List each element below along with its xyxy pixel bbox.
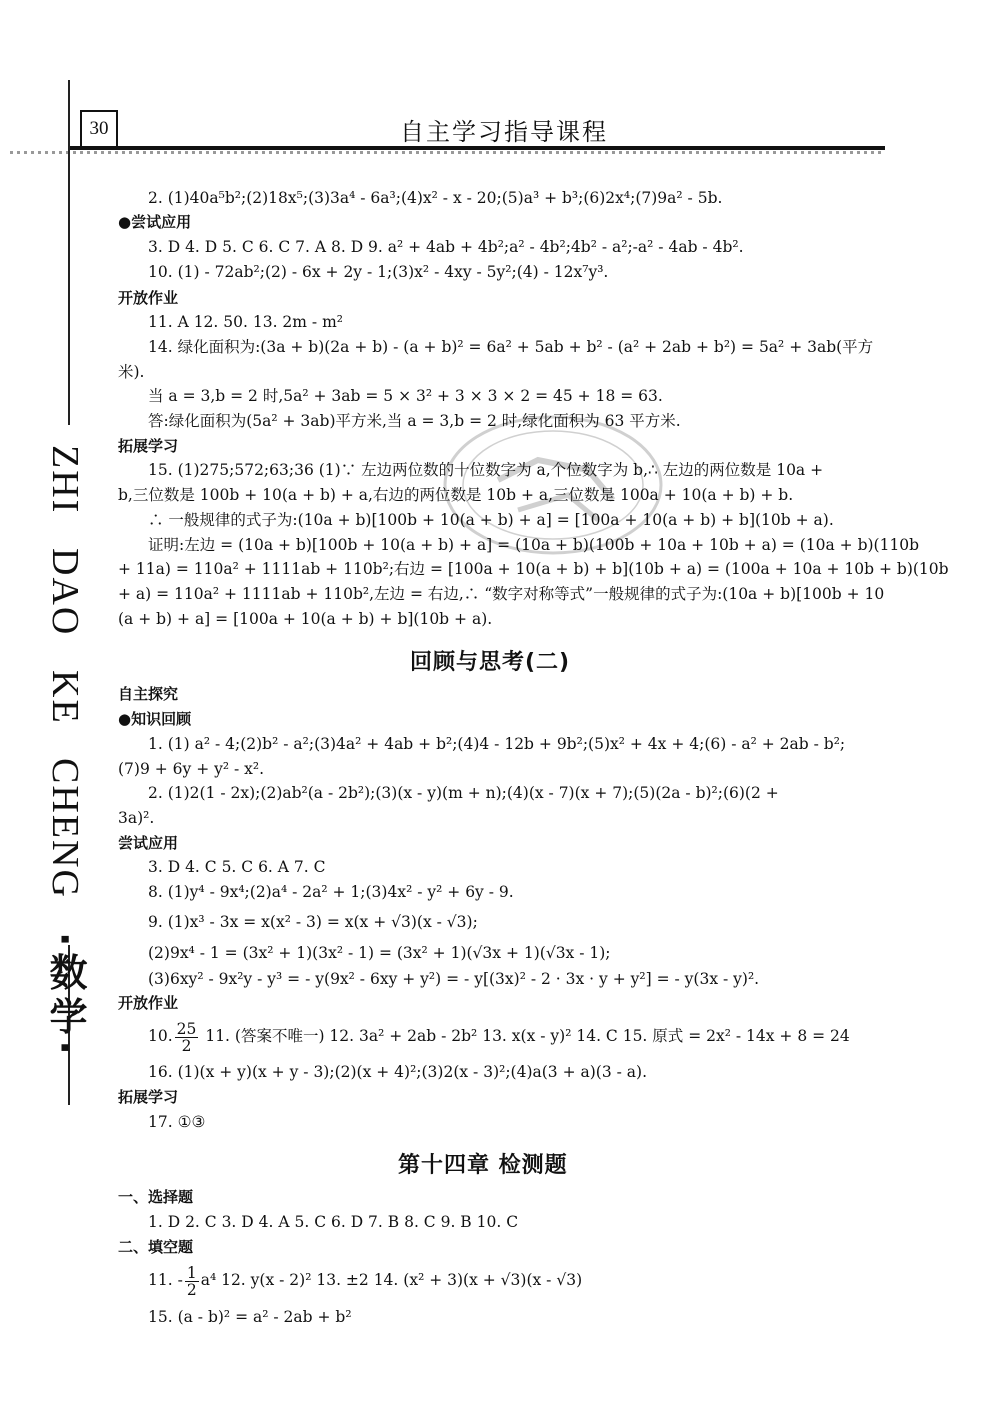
answer-line: 15. (a - b)² = a² - 2ab + b² [148, 1308, 352, 1326]
fraction [175, 1021, 199, 1054]
answer-line: (2)9x⁴ - 1 = (3x² + 1)(3x² - 1) = (3x² + 1)(√3x + 1)(√3x - 1); [148, 944, 611, 962]
answer-line: 米). [118, 363, 145, 381]
answer-text: a⁴ 12. y(x - 2)² 13. ±2 14. (x² + 3)(x + √3)(x - √3) [200, 1271, 583, 1289]
answer-line [148, 1018, 850, 1054]
answer-line: (3)6xy² - 9x²y - y³ = - y(9x² - 6xy + y²) = - y[(3x)² - 2 · 3x · y + y²] = - y(3x - y)². [148, 970, 760, 988]
answer-line [148, 1262, 582, 1298]
answer-line: 3. D 4. D 5. C 6. C 7. A 8. D 9. a² + 4ab + 4b²;a² - 4b²;4b² - a²;-a² - 4ab - 4b². [148, 238, 744, 256]
answer-line: 2. (1)40a⁵b²;(2)18x⁵;(3)3a⁴ - 6a³;(4)x² - x - 20;(5)a³ + b³;(6)2x⁴;(7)9a² - 5b. [148, 189, 723, 207]
answer-line: 当 a = 3,b = 2 时,5a² + 3ab = 5 × 3² + 3 × 3 × 2 = 45 + 18 = 63. [148, 387, 663, 405]
answer-line: 14. 绿化面积为:(3a + b)(2a + b) - (a + b)² = 6a² + 5ab + b² - (a² + 2ab + b²) = 5a² + 3ab(平方 [148, 338, 874, 356]
spine-word: CHENG [44, 757, 86, 899]
answer-number: 11. - [148, 1271, 183, 1289]
answer-line: 15. (1)275;572;63;36 (1)∵ 左边两位数的十位数字为 a,个位数字为 b,∴ 左边的两位数是 10a + [148, 461, 824, 479]
fraction [185, 1265, 199, 1298]
section-heading: 二、填空题 [118, 1238, 194, 1256]
fraction-denominator: 2 [186, 1280, 197, 1299]
section-heading: 开放作业 [118, 994, 179, 1012]
section-heading: 开放作业 [118, 289, 179, 307]
answer-line: 3a)². [118, 809, 155, 827]
chapter-title: 第十四章 检测题 [398, 1153, 568, 1178]
answer-line: 2. (1)2(1 - 2x);(2)ab²(a - 2b²);(3)(x - y)(m + n);(4)(x - 7)(x + 7);(5)(2a - b)²;(6)(2 + [148, 784, 779, 802]
section-heading: 自主探究 [118, 685, 179, 703]
answer-line: + a) = 110a² + 1111ab + 110b²,左边 = 右边,∴ “数字对称等式”一般规律的式子为:(10a + b)[100b + 10 [118, 585, 885, 603]
answer-line: (7)9 + 6y + y² - x². [118, 760, 265, 778]
answer-line: 3. D 4. C 5. C 6. A 7. C [148, 858, 326, 876]
answer-line: (a + b) + a] = [100a + 10(a + b) + b](10b + a). [118, 610, 493, 628]
section-heading: 一、选择题 [118, 1188, 194, 1206]
answer-line: 11. A 12. 50. 13. 2m - m² [148, 313, 343, 331]
spine-word: DAO [44, 547, 86, 637]
answer-line: ∴ 一般规律的式子为:(10a + b)[100b + 10(a + b) + a] = [100a + 10(a + b) + b](10b + a). [148, 511, 834, 529]
answer-line: 证明:左边 = (10a + b)[100b + 10(a + b) + a] = (10a + b)(100b + 10a + 10b + a) = (10a + b)(110b [148, 536, 920, 554]
section-heading: 尝试应用 [118, 834, 179, 852]
answer-line: 10. (1) - 72ab²;(2) - 6x + 2y - 1;(3)x² - 4xy - 5y²;(4) - 12x⁷y³. [148, 263, 609, 281]
section-heading: ●知识回顾 [118, 710, 192, 728]
chapter-title: 回顾与思考(二) [410, 650, 571, 675]
fraction-numerator: 25 [176, 1019, 197, 1038]
answer-line: 16. (1)(x + y)(x + y - 3);(2)(x + 4)²;(3)2(x - 3)²;(4)a(3 + a)(3 - a). [148, 1063, 647, 1081]
answer-text: 11. (答案不唯一) 12. 3a² + 2ab - 2b² 13. x(x - y)² 14. C 15. 原式 = 2x² - 14x + 8 = 24 [205, 1027, 850, 1045]
answer-line: 1. D 2. C 3. D 4. A 5. C 6. D 7. B 8. C 9. B 10. C [148, 1213, 519, 1231]
answer-line: 17. ①③ [148, 1113, 206, 1131]
answer-line: 9. (1)x³ - 3x = x(x² - 3) = x(x + √3)(x - √3); [148, 913, 478, 931]
answer-line: + 11a) = 110a² + 1111ab + 110b²;右边 = [100a + 10(a + b) + b](10b + a) = (100a + 10a + 10b + b)(10b [118, 560, 949, 578]
spine-word: KE [44, 669, 86, 725]
section-heading: ●尝试应用 [118, 213, 192, 231]
answer-line: 8. (1)y⁴ - 9x⁴;(2)a⁴ - 2a² + 1;(3)4x² - y² + 6y - 9. [148, 883, 514, 901]
answer-line: 答:绿化面积为(5a² + 3ab)平方米,当 a = 3,b = 2 时,绿化面积为 63 平方米. [148, 412, 681, 430]
answer-line: 1. (1) a² - 4;(2)b² - a²;(3)4a² + 4ab + b²;(4)4 - 12b + 9b²;(5)x² + 4x + 4;(6) - a² + 2ab - b²; [148, 735, 846, 753]
page-number: 30 [80, 110, 118, 148]
header-title: 自主学习指导课程 [400, 118, 608, 146]
spine-word: ZHI [44, 445, 86, 515]
fraction-numerator: 1 [186, 1263, 197, 1282]
section-heading: 拓展学习 [118, 1088, 179, 1106]
answer-line: b,三位数是 100b + 10(a + b) + a,右边的两位数是 10b + a,三位数是 100a + 10(a + b) + b. [118, 486, 794, 504]
fraction-denominator: 2 [181, 1036, 192, 1055]
spine-subject: ·数学· [43, 932, 87, 1062]
section-heading: 拓展学习 [118, 437, 179, 455]
answer-number: 10. [148, 1027, 173, 1045]
